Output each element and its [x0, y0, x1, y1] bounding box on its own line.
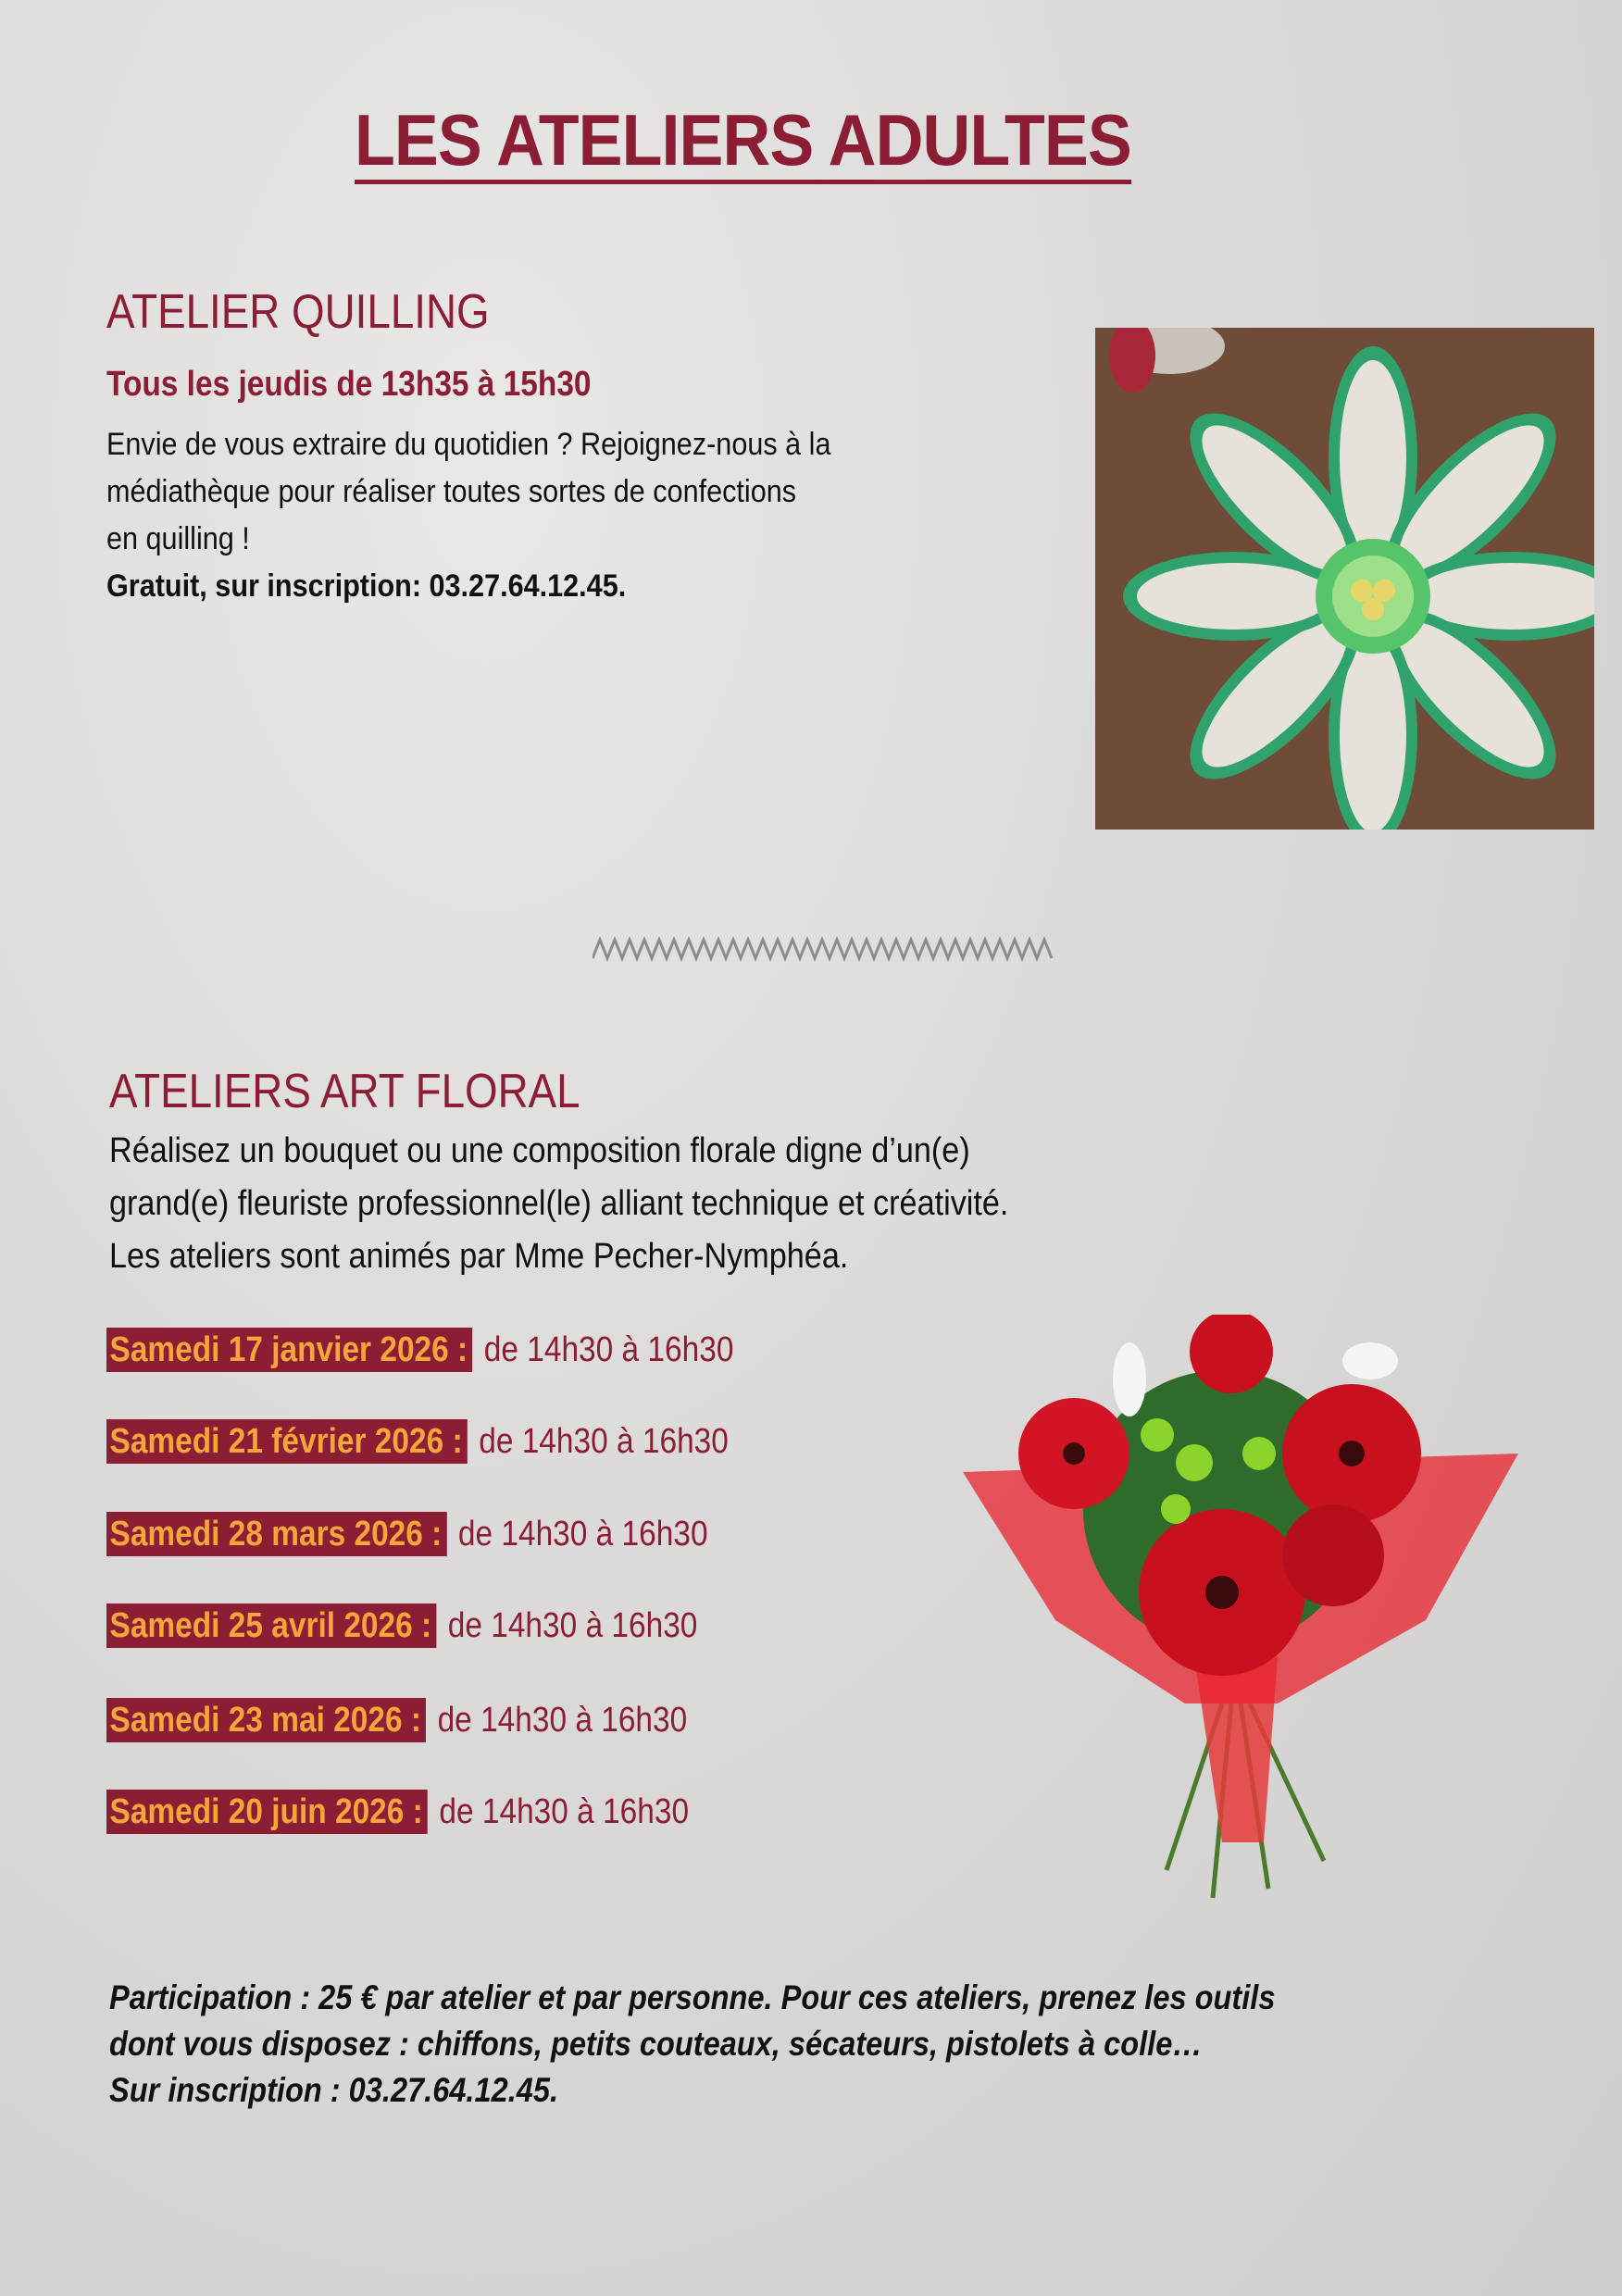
session-date: Samedi 23 mai 2026 :	[106, 1698, 426, 1742]
footer-line: dont vous disposez : chiffons, petits couteaux, sécateurs, pistolets à colle…	[109, 2025, 1203, 2063]
session-row	[106, 1512, 708, 1556]
flower-bouquet-image	[944, 1315, 1525, 1910]
session-row	[106, 1603, 697, 1648]
quilling-flower-image	[1095, 328, 1594, 830]
floral-heading: ATELIERS ART FLORAL	[109, 1065, 580, 1118]
session-row	[106, 1328, 733, 1372]
quilling-schedule: Tous les jeudis de 13h35 à 15h30	[106, 365, 592, 404]
floral-description	[109, 1125, 1008, 1283]
floral-description-line: grand(e) fleuriste professionnel(le) alliant technique et créativité.	[109, 1184, 1009, 1223]
session-date: Samedi 20 juin 2026 :	[106, 1790, 428, 1834]
quilling-description-line: médiathèque pour réaliser toutes sortes de confections	[106, 474, 797, 509]
session-time: de 14h30 à 16h30	[457, 1514, 708, 1554]
footer-line: Sur inscription : 03.27.64.12.45.	[109, 2071, 559, 2109]
floral-description-line: Réalisez un bouquet ou une composition florale digne d’un(e)	[109, 1131, 970, 1170]
session-date: Samedi 17 janvier 2026 :	[106, 1328, 472, 1372]
footer-line: Participation : 25 € par atelier et par personne. Pour ces ateliers, prenez les outils	[109, 1978, 1276, 2016]
session-time: de 14h30 à 16h30	[479, 1421, 729, 1461]
session-date: Samedi 21 février 2026 :	[106, 1419, 468, 1464]
session-row	[106, 1419, 729, 1464]
quilling-description	[106, 421, 831, 610]
session-date: Samedi 28 mars 2026 :	[106, 1512, 447, 1556]
session-time: de 14h30 à 16h30	[437, 1700, 688, 1740]
session-time: de 14h30 à 16h30	[439, 1791, 690, 1831]
zigzag-divider	[593, 935, 1057, 967]
quilling-registration: Gratuit, sur inscription: 03.27.64.12.45.	[106, 568, 627, 604]
floral-footer-note	[109, 1975, 1275, 2114]
quilling-description-line: Envie de vous extraire du quotidien ? Rejoignez-nous à la	[106, 427, 831, 462]
quilling-heading: ATELIER QUILLING	[106, 285, 490, 339]
quilling-description-line: en quilling !	[106, 521, 250, 556]
session-time: de 14h30 à 16h30	[447, 1605, 698, 1645]
floral-description-line: Les ateliers sont animés par Mme Pecher-Nymphéa.	[109, 1237, 849, 1276]
session-time: de 14h30 à 16h30	[483, 1329, 734, 1369]
session-date: Samedi 25 avril 2026 :	[106, 1603, 436, 1648]
page-title: LES ATELIERS ADULTES	[355, 100, 1131, 184]
session-row	[106, 1698, 687, 1742]
session-row	[106, 1790, 689, 1834]
